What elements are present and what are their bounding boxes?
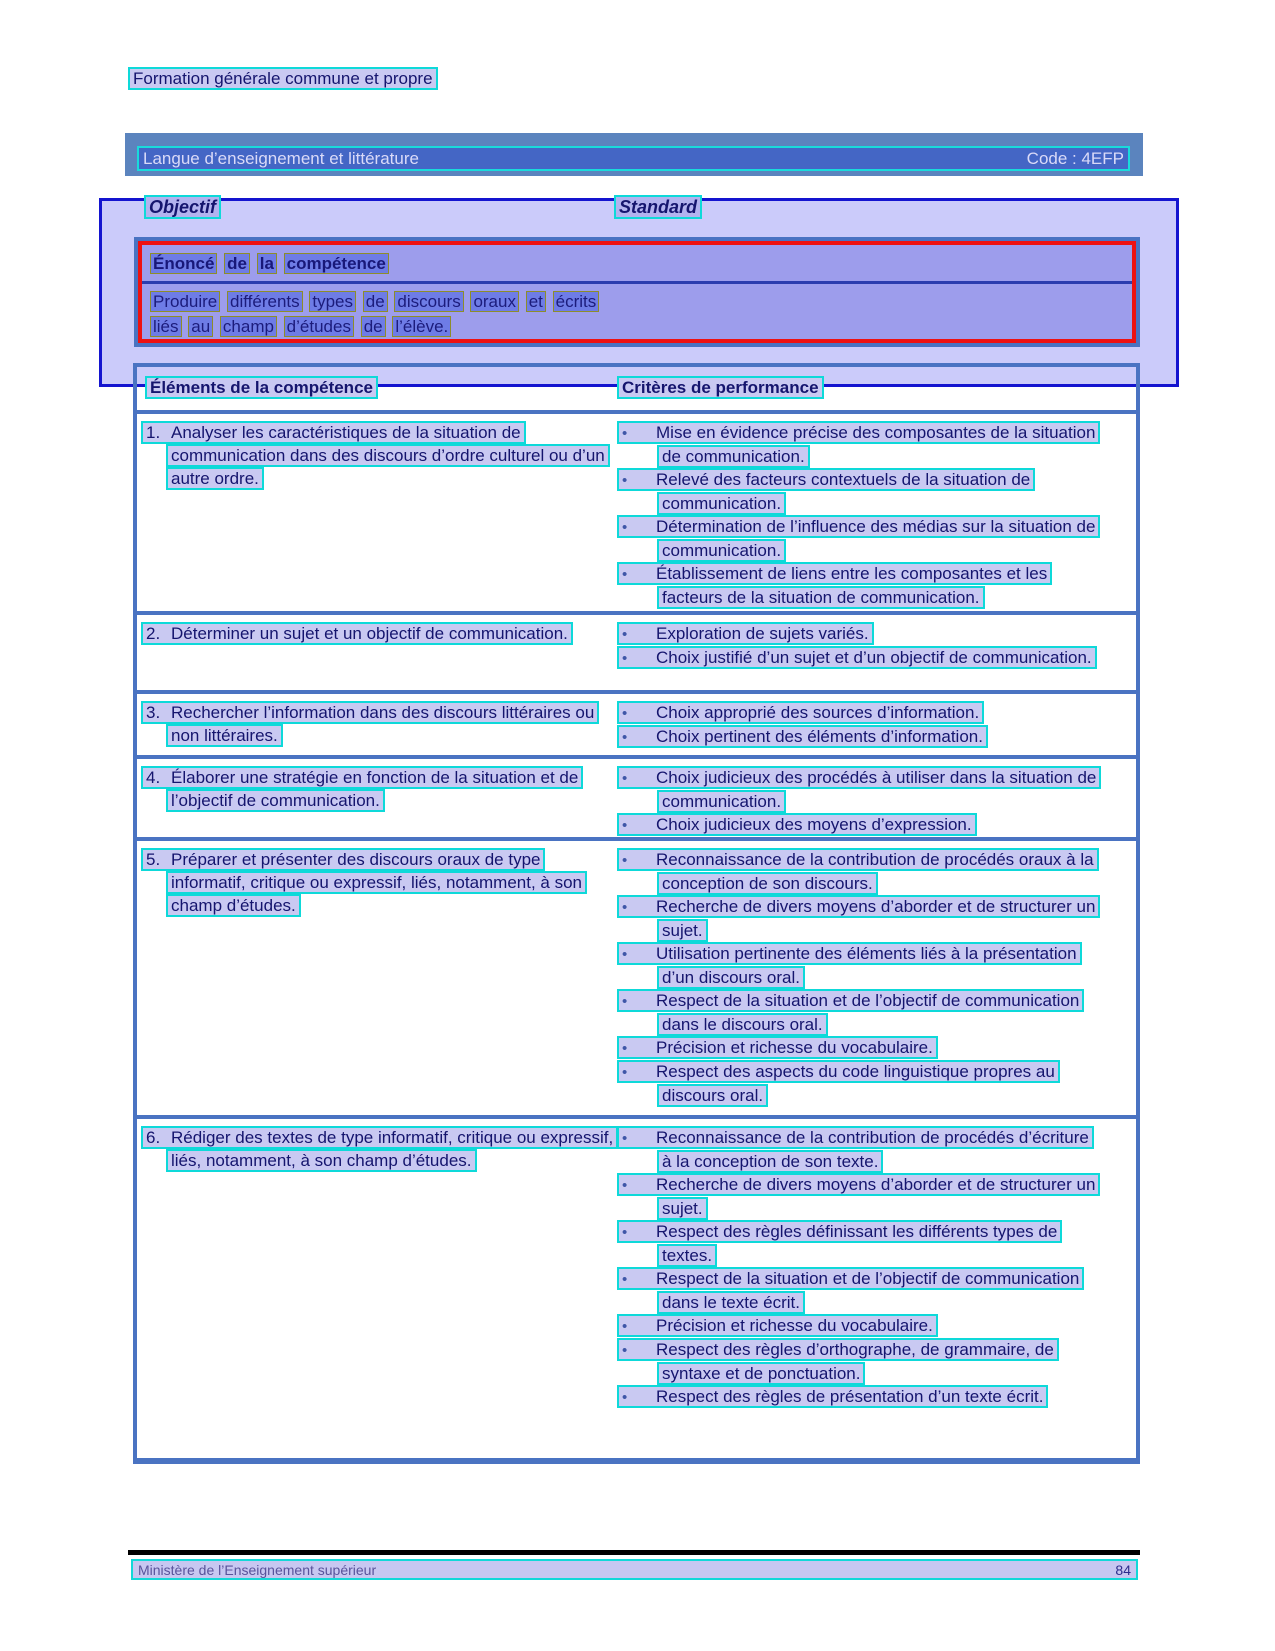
element-item (141, 421, 617, 490)
criterion-text: Choix judicieux des moyens d’expression. (656, 815, 972, 834)
criterion-highlight (617, 1314, 938, 1337)
element-cell (137, 694, 617, 755)
bullet-icon: • (622, 1389, 628, 1406)
element-highlight (141, 701, 599, 747)
criterion-highlight (617, 515, 1100, 562)
enonce-title (142, 245, 1132, 284)
highlight-word: discours (394, 291, 463, 312)
criterion-highlight (617, 421, 1100, 468)
element-number: 2. (146, 624, 161, 643)
criterion-item (617, 813, 1097, 837)
criterion-text: Recherche de divers moyens d’aborder et de structurer un sujet. (656, 1175, 1096, 1218)
criterion-item (617, 515, 1097, 562)
bullet-icon: • (622, 1130, 628, 1147)
element-cell (137, 841, 617, 1115)
bullet-icon: • (622, 472, 628, 489)
highlight-word: d’études (284, 316, 354, 337)
criterion-highlight (617, 562, 1052, 609)
bullet-icon: • (622, 993, 628, 1010)
criterion-item (617, 1385, 1097, 1409)
criterion-highlight (617, 701, 984, 724)
enonce-body-line (150, 289, 1132, 314)
element-highlight (141, 622, 573, 645)
highlight-word: de (363, 291, 388, 312)
highlight-word: liés (150, 316, 182, 337)
bullet-icon: • (622, 1064, 628, 1081)
highlight-word: types (309, 291, 356, 312)
footer-bar (131, 1559, 1138, 1580)
criterion-item (617, 989, 1097, 1036)
bullet-icon: • (622, 852, 628, 869)
criterion-text: Choix judicieux des procédés à utiliser dans la situation de communication. (656, 768, 1097, 811)
element-number: 6. (146, 1128, 161, 1147)
criterion-highlight (617, 468, 1035, 515)
course-title: Langue d’enseignement et littérature (143, 148, 419, 168)
element-highlight (141, 421, 610, 490)
criterion-highlight (617, 622, 874, 645)
element-cell (137, 615, 617, 690)
table-row (137, 414, 1136, 611)
criterion-item (617, 468, 1097, 515)
bullet-icon: • (622, 1177, 628, 1194)
bullet-icon: • (622, 650, 628, 667)
bullet-icon: • (622, 899, 628, 916)
criterion-item (617, 1314, 1097, 1338)
element-item (141, 766, 617, 812)
highlight-word: et (526, 291, 546, 312)
element-item (141, 701, 617, 747)
criterion-text: Reconnaissance de la contribution de procédés oraux à la conception de son discours. (656, 850, 1094, 893)
bullet-icon: • (622, 626, 628, 643)
table-row (137, 837, 1136, 1115)
criterion-highlight (617, 725, 988, 748)
criterion-text: Respect des règles d’orthographe, de grammaire, de syntaxe et de ponctuation. (656, 1340, 1054, 1383)
criterion-highlight (617, 766, 1101, 813)
highlight-word: la (257, 253, 277, 274)
element-cell (137, 759, 617, 837)
bullet-icon: • (622, 566, 628, 583)
criterion-text: Respect des règles définissant les différents types de textes. (656, 1222, 1058, 1265)
criterion-text: Choix pertinent des éléments d’information. (656, 727, 983, 746)
criterion-item (617, 562, 1097, 609)
highlight-word: au (188, 316, 213, 337)
criterion-item (617, 701, 1097, 725)
criterion-highlight (617, 1060, 1060, 1107)
table-row (137, 755, 1136, 837)
course-code: Code : 4EFP (1026, 148, 1124, 168)
element-number: 1. (146, 423, 161, 442)
criterion-highlight (617, 942, 1082, 989)
bullet-icon: • (622, 946, 628, 963)
criterion-text: Choix approprié des sources d’information. (656, 703, 980, 722)
bullet-icon: • (622, 1342, 628, 1359)
table-rows (137, 414, 1136, 1458)
criterion-highlight (617, 813, 977, 836)
highlight-word: de (361, 316, 386, 337)
highlight-word: champ (220, 316, 277, 337)
col-header-criteres-text: Critères de performance (617, 376, 824, 399)
element-number: 5. (146, 850, 161, 869)
criterion-highlight (617, 1036, 938, 1059)
criterion-highlight (617, 1385, 1048, 1408)
criterion-text: Utilisation pertinente des éléments liés à la présentation d’un discours oral. (656, 944, 1077, 987)
element-text: Déterminer un sujet et un objectif de communication. (171, 624, 568, 643)
criterion-highlight (617, 1173, 1100, 1220)
element-highlight (141, 1126, 618, 1172)
criteria-list (617, 759, 1097, 837)
criterion-item (617, 766, 1097, 813)
criterion-item (617, 1338, 1097, 1385)
element-item (141, 622, 617, 645)
highlight-word: compétence (284, 253, 389, 274)
element-number: 4. (146, 768, 161, 787)
element-item (141, 1126, 617, 1172)
course-header-highlight (137, 146, 1130, 171)
competence-table (133, 363, 1140, 1464)
criterion-text: Choix justifié d’un sujet et d’un objectif de communication. (656, 648, 1092, 667)
criterion-text: Précision et richesse du vocabulaire. (656, 1038, 933, 1057)
criterion-highlight (617, 1338, 1059, 1385)
table-row (137, 690, 1136, 755)
table-row (137, 611, 1136, 690)
criterion-text: Mise en évidence précise des composantes de la situation de communication. (656, 423, 1096, 466)
element-cell (137, 1119, 617, 1458)
element-text: Analyser les caractéristiques de la situation de communication dans des discours d’ordre culturel ou d’un autre ordre. (171, 423, 605, 488)
criteria-list (617, 1119, 1097, 1458)
objectif-heading (144, 197, 221, 218)
criterion-item (617, 895, 1097, 942)
enonce-title-text (150, 254, 391, 273)
criteria-list (617, 414, 1097, 611)
element-number: 3. (146, 703, 161, 722)
criterion-item (617, 1267, 1097, 1314)
footer-text: Ministère de l’Enseignement supérieur (138, 1561, 377, 1578)
col-header-criteres (617, 376, 824, 410)
element-cell (137, 414, 617, 611)
bullet-icon: • (622, 1271, 628, 1288)
criterion-text: Recherche de divers moyens d’aborder et de structurer un sujet. (656, 897, 1096, 940)
bullet-icon: • (622, 729, 628, 746)
criteria-list (617, 694, 1097, 755)
footer-rule (128, 1550, 1140, 1555)
criterion-item (617, 1060, 1097, 1107)
element-text: Rédiger des textes de type informatif, critique ou expressif, liés, notamment, à son champ d’études. (171, 1128, 614, 1170)
criterion-item (617, 848, 1097, 895)
criterion-text: Respect de la situation et de l’objectif de communication dans le texte écrit. (656, 1269, 1080, 1312)
highlight-word: écrits (553, 291, 600, 312)
criterion-text: Relevé des facteurs contextuels de la situation de communication. (656, 470, 1031, 513)
criterion-item (617, 1173, 1097, 1220)
criterion-text: Détermination de l’influence des médias sur la situation de communication. (656, 517, 1096, 560)
bullet-icon: • (622, 817, 628, 834)
criteria-list (617, 841, 1097, 1115)
page-number: 84 (1115, 1561, 1131, 1578)
criterion-highlight (617, 848, 1099, 895)
element-text: Élaborer une stratégie en fonction de la situation et de l’objectif de communication. (171, 768, 579, 810)
standard-heading (614, 197, 702, 218)
element-highlight (141, 848, 587, 917)
element-highlight (141, 766, 583, 812)
criterion-text: Précision et richesse du vocabulaire. (656, 1316, 933, 1335)
bullet-icon: • (622, 1318, 628, 1335)
enonce-body (142, 284, 1132, 339)
criterion-highlight (617, 1220, 1062, 1267)
criterion-item (617, 1036, 1097, 1060)
criterion-text: Respect des aspects du code linguistique propres au discours oral. (656, 1062, 1055, 1105)
course-header-bar (125, 133, 1143, 176)
bullet-icon: • (622, 519, 628, 536)
enonce-body-line (150, 314, 1132, 339)
element-text: Préparer et présenter des discours oraux de type informatif, critique ou expressif, liés, notamment, à son champ d’études. (171, 850, 583, 915)
criterion-item (617, 1220, 1097, 1267)
highlight-word: différents (227, 291, 303, 312)
criterion-text: Respect de la situation et de l’objectif de communication dans le discours oral. (656, 991, 1080, 1034)
criterion-highlight (617, 1126, 1094, 1173)
criteria-list (617, 615, 1097, 690)
criterion-highlight (617, 895, 1100, 942)
criterion-item (617, 942, 1097, 989)
criterion-highlight (617, 989, 1084, 1036)
objectif-heading-text: Objectif (144, 195, 221, 219)
criterion-text: Établissement de liens entre les composantes et les facteurs de la situation de communication. (656, 564, 1048, 607)
bullet-icon: • (622, 1224, 628, 1241)
enonce-box (134, 237, 1140, 347)
bullet-icon: • (622, 705, 628, 722)
table-row (137, 1115, 1136, 1458)
standard-heading-text: Standard (614, 195, 702, 219)
highlight-word: oraux (470, 291, 519, 312)
bullet-icon: • (622, 770, 628, 787)
criterion-highlight (617, 1267, 1084, 1314)
highlight-word: Produire (150, 291, 220, 312)
highlight-word: l’élève. (392, 316, 451, 337)
criterion-item (617, 1126, 1097, 1173)
criterion-text: Exploration de sujets variés. (656, 624, 869, 643)
highlight-word: de (224, 253, 250, 274)
document-category-label (128, 69, 438, 89)
criterion-item (617, 421, 1097, 468)
criterion-item (617, 646, 1097, 670)
highlight-word: Énoncé (150, 253, 217, 274)
criterion-text: Respect des règles de présentation d’un texte écrit. (656, 1387, 1044, 1406)
criterion-item (617, 622, 1097, 646)
col-header-elements-text: Éléments de la compétence (145, 376, 378, 399)
table-header-row (137, 367, 1136, 414)
bullet-icon: • (622, 425, 628, 442)
element-text: Rechercher l’information dans des discours littéraires ou non littéraires. (171, 703, 595, 745)
enonce-red-border (138, 241, 1136, 343)
criterion-highlight (617, 646, 1097, 669)
document-category-text: Formation générale commune et propre (128, 67, 438, 90)
criterion-item (617, 725, 1097, 749)
element-item (141, 848, 617, 917)
criterion-text: Reconnaissance de la contribution de procédés d’écriture à la conception de son texte. (656, 1128, 1089, 1171)
col-header-elements (145, 376, 617, 410)
bullet-icon: • (622, 1040, 628, 1057)
